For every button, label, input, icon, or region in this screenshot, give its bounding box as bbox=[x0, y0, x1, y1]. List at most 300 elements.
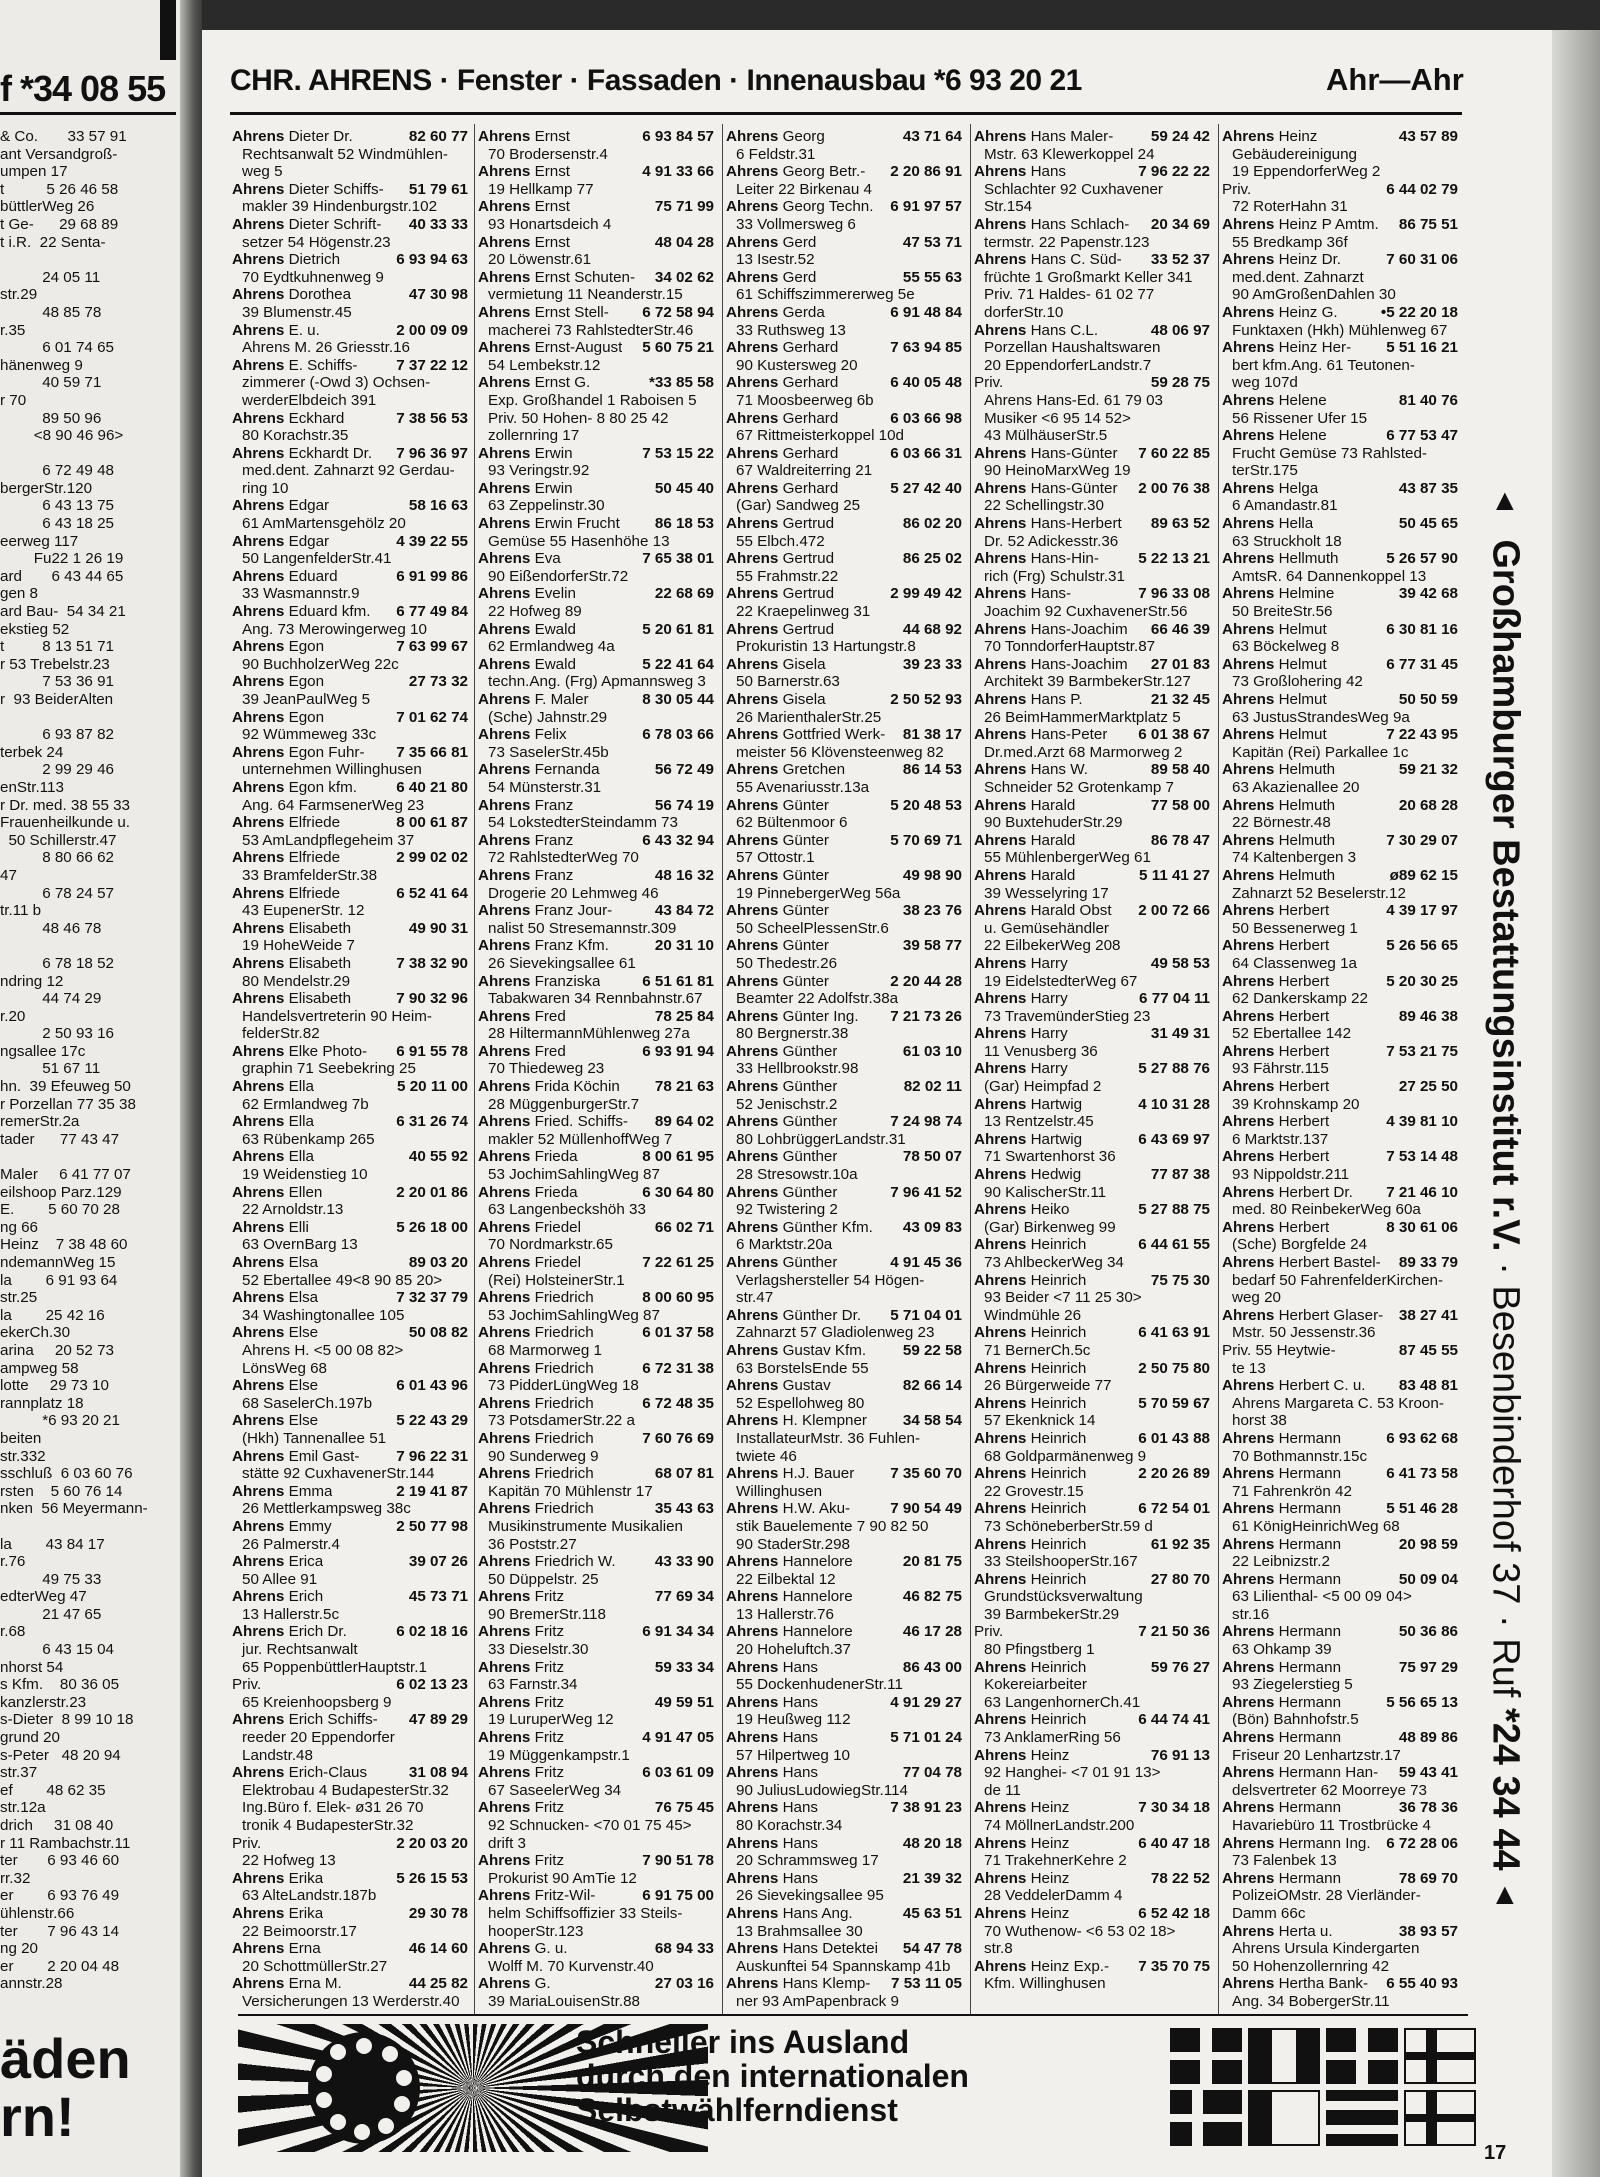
listing-entry bbox=[478, 1113, 714, 1148]
listing-phone-number: 6 01 38 67 bbox=[1138, 726, 1210, 744]
listing-address-line: Windmühle 26 bbox=[984, 1306, 1082, 1324]
listing-name bbox=[974, 1131, 1082, 1149]
listing-surname: Ahrens bbox=[1222, 1377, 1275, 1395]
listing-address-line: 63 BorstelsEnde 55 bbox=[736, 1359, 869, 1377]
listing-entry bbox=[974, 374, 1210, 444]
listing-main-line bbox=[478, 726, 714, 744]
listing-surname: Ahrens bbox=[478, 1078, 531, 1096]
listing-entry bbox=[1222, 1729, 1458, 1764]
listing-name bbox=[232, 445, 372, 463]
listing-address-line: 80 Bergnerstr.38 bbox=[736, 1025, 849, 1043]
page-header-advert: CHR. AHRENS · Fenster · Fassaden · Innenausbau *6 93 20 21 bbox=[230, 64, 1082, 97]
previous-page-ad-line: äden bbox=[0, 2027, 131, 2090]
listing-given-name: Heinz bbox=[1030, 1746, 1070, 1764]
listing-given-name: Hans Klemp- bbox=[782, 1975, 871, 1993]
listing-entry bbox=[726, 1870, 962, 1905]
listing-entry bbox=[478, 515, 714, 550]
listing-entry bbox=[726, 867, 962, 902]
listing-entry bbox=[478, 1764, 714, 1799]
listing-address-line: 61 Schiffszimmererweg 5e bbox=[736, 286, 915, 304]
listing-address-line: 72 RahlstedterWeg 70 bbox=[488, 849, 639, 867]
listing-given-name: Gerhard bbox=[782, 479, 839, 497]
listing-main-line bbox=[974, 1272, 1210, 1290]
listing-main-line bbox=[726, 726, 962, 744]
listing-address-line: hooperStr.123 bbox=[488, 1922, 584, 1940]
listing-phone-number: 50 09 04 bbox=[1398, 1570, 1458, 1588]
listing-main-line bbox=[726, 198, 962, 216]
listing-given-name: Gustav Kfm. bbox=[782, 1341, 867, 1359]
listing-surname: Ahrens bbox=[726, 1183, 779, 1201]
listing-name bbox=[478, 1764, 564, 1782]
listing-given-name: Hella bbox=[1278, 515, 1314, 533]
listing-surname: Ahrens bbox=[1222, 1429, 1275, 1447]
listing-address-line: 39 BarmbekerStr.29 bbox=[984, 1605, 1120, 1623]
listing-given-name: Fritz bbox=[534, 1658, 565, 1676]
listing-phone-number: 47 89 29 bbox=[408, 1711, 468, 1729]
listing-name bbox=[974, 585, 1071, 603]
page-header-range: Ahr—Ahr bbox=[1326, 62, 1464, 97]
listing-name bbox=[1222, 1623, 1341, 1641]
listing-given-name: Hans bbox=[1030, 163, 1067, 181]
listing-phone-number: 8 30 05 44 bbox=[642, 691, 714, 708]
listing-name bbox=[974, 1870, 1069, 1888]
listing-name bbox=[232, 128, 353, 146]
listing-main-line bbox=[726, 1254, 962, 1272]
listing-phone-number: 56 72 49 bbox=[654, 761, 714, 779]
listing-phone-number: 6 78 03 66 bbox=[642, 726, 714, 744]
listing-name bbox=[974, 1395, 1086, 1413]
listing-name bbox=[726, 1184, 837, 1202]
listing-entry bbox=[726, 1148, 962, 1183]
listing-phone-number: 7 35 60 70 bbox=[890, 1465, 962, 1483]
listing-address-line: 93 Ziegelerstieg 5 bbox=[1232, 1676, 1353, 1694]
listing-address-line: 80 LohbrüggerLandstr.31 bbox=[736, 1130, 906, 1148]
listing-name bbox=[232, 1219, 309, 1237]
listing-surname: Ahrens bbox=[232, 1289, 285, 1307]
previous-page-line: rsten 5 60 76 14 bbox=[0, 1482, 123, 1500]
listing-address-line: setzer 54 Högenstr.23 bbox=[242, 233, 391, 251]
listing-main-line bbox=[1222, 1659, 1458, 1677]
listing-surname: Ahrens bbox=[232, 1218, 285, 1236]
listing-address-line: Gebäudereinigung bbox=[1232, 145, 1357, 163]
listing-name bbox=[232, 1975, 342, 1993]
flag-icon bbox=[1326, 2028, 1398, 2084]
listing-surname: Ahrens bbox=[1222, 1113, 1275, 1131]
listing-phone-number: 6 72 58 94 bbox=[642, 303, 714, 321]
listing-surname: Ahrens bbox=[232, 708, 285, 726]
listing-surname: Ahrens bbox=[232, 849, 285, 867]
listing-given-name: Hartwig bbox=[1030, 1095, 1083, 1113]
flag-icon bbox=[1170, 2090, 1242, 2146]
listing-phone-number: 48 04 28 bbox=[654, 233, 714, 251]
listing-phone-number: 5 20 11 00 bbox=[397, 1078, 468, 1096]
listing-given-name: Eduard kfm. bbox=[288, 603, 371, 621]
listing-given-name: Elsa bbox=[288, 1254, 319, 1271]
listing-phone-number: 6 91 34 34 bbox=[642, 1623, 714, 1641]
listing-given-name: Gerhard bbox=[782, 374, 839, 392]
listing-surname: Ahrens bbox=[726, 972, 779, 990]
listing-surname: Ahrens bbox=[726, 1218, 779, 1236]
listing-entry bbox=[478, 1219, 714, 1254]
listing-address-line: 63 Böckelweg 8 bbox=[1232, 638, 1340, 656]
previous-page-line: str.37 bbox=[0, 1764, 38, 1782]
listing-address-line: 90 BuxtehuderStr.29 bbox=[984, 814, 1123, 832]
listing-entry bbox=[232, 322, 468, 357]
listing-given-name: Heinrich bbox=[1030, 1465, 1087, 1483]
listing-name bbox=[726, 1078, 837, 1096]
listing-given-name: Fritz bbox=[534, 1693, 565, 1711]
listing-main-line bbox=[478, 1553, 714, 1571]
listing-name bbox=[726, 234, 816, 252]
listing-given-name: Hermann bbox=[1278, 1869, 1342, 1887]
listing-phone-number: •5 22 20 18 bbox=[1380, 303, 1458, 321]
listing-phone-number: 5 27 88 75 bbox=[1138, 1201, 1210, 1219]
listing-surname: Ahrens bbox=[974, 1957, 1027, 1975]
listing-main-line bbox=[1222, 392, 1458, 410]
listing-given-name: Heinz P Amtm. bbox=[1278, 215, 1379, 233]
listing-name bbox=[478, 374, 590, 392]
previous-page-header: f *34 08 55 bbox=[0, 68, 166, 109]
listing-main-line bbox=[974, 374, 1210, 392]
listing-given-name: Hermann bbox=[1278, 1693, 1342, 1711]
listing-entry bbox=[1222, 1008, 1458, 1043]
listing-name bbox=[726, 1043, 837, 1061]
listing-entry bbox=[974, 1747, 1210, 1800]
listing-main-line bbox=[478, 1940, 714, 1958]
listing-entry bbox=[1222, 181, 1458, 216]
listing-given-name: Friedel bbox=[534, 1218, 581, 1236]
listing-main-line bbox=[478, 902, 714, 920]
listing-entry bbox=[1222, 1870, 1458, 1923]
listing-main-line bbox=[232, 955, 468, 973]
listing-main-line bbox=[726, 1377, 962, 1395]
side-ad-text bbox=[1484, 539, 1527, 1870]
listing-name bbox=[232, 1553, 323, 1571]
listing-address-line: 62 Ermlandweg 7b bbox=[242, 1095, 369, 1113]
listing-phone-number: 47 53 71 bbox=[902, 233, 962, 251]
listing-main-line bbox=[726, 550, 962, 568]
listing-main-line bbox=[726, 1694, 962, 1712]
listing-main-line bbox=[726, 1500, 962, 1518]
listing-name bbox=[974, 1711, 1086, 1729]
listing-main-line bbox=[478, 1360, 714, 1378]
listing-address-line: jur. Rechtsanwalt bbox=[242, 1641, 358, 1659]
listing-entry bbox=[478, 1289, 714, 1324]
listing-address-line: 33 Wasmannstr.9 bbox=[242, 585, 360, 603]
listing-main-line bbox=[974, 585, 1210, 603]
listing-address-line: Elektrobau 4 BudapesterStr.32 bbox=[242, 1781, 449, 1799]
listing-entry bbox=[726, 1623, 962, 1658]
previous-page-line: r.76 bbox=[0, 1553, 26, 1571]
listing-name bbox=[478, 550, 561, 568]
listing-surname: Ahrens bbox=[974, 215, 1027, 233]
listing-main-line bbox=[232, 533, 468, 551]
listing-entry bbox=[478, 1553, 714, 1588]
listing-phone-number: 6 93 91 94 bbox=[642, 1042, 714, 1060]
previous-page-line: la 25 42 16 bbox=[0, 1306, 105, 1324]
listing-phone-number: 6 40 21 80 bbox=[396, 778, 468, 796]
listing-name bbox=[974, 445, 1118, 463]
listing-column-1 bbox=[232, 128, 468, 2011]
listing-address-line: 53 JochimSahlingWeg 87 bbox=[488, 1306, 660, 1324]
listing-main-line bbox=[726, 1870, 962, 1888]
listing-address-line: 50 Hohenzollernring 42 bbox=[1232, 1957, 1390, 1975]
listing-given-name: Harald bbox=[1030, 796, 1076, 814]
listing-given-name: Hans Detektei bbox=[782, 1940, 878, 1958]
listing-main-line bbox=[232, 849, 468, 867]
listing-address-line: 63 Zeppelinstr.30 bbox=[488, 497, 605, 515]
listing-main-line bbox=[232, 673, 468, 691]
listing-name bbox=[478, 445, 573, 463]
listing-phone-number: 6 01 43 88 bbox=[1138, 1429, 1210, 1447]
listing-phone-number: 87 45 55 bbox=[1398, 1341, 1458, 1359]
listing-name bbox=[232, 251, 340, 269]
listing-phone-number: 58 16 63 bbox=[408, 497, 468, 515]
previous-page-line: t i.R. 22 Senta- bbox=[0, 233, 106, 251]
listing-given-name: Fred bbox=[534, 1007, 566, 1025]
listing-surname: Ahrens bbox=[478, 1359, 531, 1377]
listing-given-name: Heinz bbox=[1278, 128, 1318, 145]
listing-entry bbox=[478, 797, 714, 832]
listing-address-line: Str.154 bbox=[984, 198, 1033, 216]
listing-main-line bbox=[974, 1025, 1210, 1043]
listing-main-line bbox=[974, 1623, 1210, 1641]
listing-address-line: 19 PinnebergerWeg 56a bbox=[736, 884, 901, 902]
listing-name bbox=[232, 216, 381, 234]
listing-address-line: 28 Stresowstr.10a bbox=[736, 1166, 858, 1184]
listing-main-line bbox=[974, 691, 1210, 709]
listing-given-name: Günter bbox=[782, 831, 829, 849]
listing-name bbox=[1222, 1729, 1341, 1747]
listing-surname: Ahrens bbox=[232, 321, 285, 339]
listing-phone-number: 89 33 79 bbox=[1398, 1254, 1458, 1271]
listing-surname: Ahrens bbox=[1222, 691, 1275, 708]
listing-entry bbox=[974, 1799, 1210, 1834]
listing-surname: Ahrens bbox=[726, 1465, 779, 1483]
listing-surname: Ahrens bbox=[974, 1060, 1027, 1078]
listing-main-line bbox=[726, 585, 962, 603]
listing-entry bbox=[726, 1219, 962, 1254]
listing-given-name: Friedrich bbox=[534, 1429, 594, 1447]
listing-main-line bbox=[974, 1360, 1210, 1378]
listing-surname: Ahrens bbox=[478, 796, 531, 814]
listing-address-line: 33 Hellbrookstr.98 bbox=[736, 1060, 859, 1078]
listing-address-line: 19 Weidenstieg 10 bbox=[242, 1166, 368, 1184]
listing-given-name: Fernanda bbox=[534, 761, 600, 779]
listing-address-line: 19 Heußweg 112 bbox=[736, 1711, 851, 1729]
listing-surname: Ahrens bbox=[1222, 902, 1275, 920]
listing-entry bbox=[726, 726, 962, 761]
listing-surname: Ahrens bbox=[726, 1764, 779, 1782]
listing-address-line: 28 MüggenburgerStr.7 bbox=[488, 1095, 640, 1113]
spine-marker bbox=[160, 0, 176, 60]
listing-entry bbox=[478, 937, 714, 972]
previous-page-line: r 93 BeiderAlten bbox=[0, 691, 114, 708]
flag-icon bbox=[1248, 2028, 1320, 2084]
listing-surname: Ahrens bbox=[726, 339, 779, 357]
listing-phone-number: 22 68 69 bbox=[654, 585, 714, 603]
listing-main-line bbox=[726, 234, 962, 252]
listing-given-name: Ernst Stell- bbox=[534, 303, 609, 321]
listing-given-name: Günter bbox=[782, 937, 829, 955]
listing-address-line: 50 BreiteStr.56 bbox=[1232, 603, 1333, 621]
listing-given-name: Herbert Bastel- bbox=[1278, 1254, 1381, 1271]
listing-given-name: Heinz bbox=[1030, 1834, 1070, 1852]
listing-surname: Ahrens bbox=[974, 1904, 1027, 1922]
listing-phone-number: 4 10 31 28 bbox=[1138, 1095, 1210, 1113]
listing-address-line: Schneider 52 Grotenkamp 7 bbox=[984, 778, 1174, 796]
listing-entry bbox=[974, 761, 1210, 796]
listing-main-line bbox=[1222, 1254, 1458, 1272]
listing-given-name: Heinrich bbox=[1030, 1236, 1087, 1254]
listing-address-line: 57 Ottostr.1 bbox=[736, 849, 815, 867]
listing-address-line: 22 Eilbektal 12 bbox=[736, 1570, 836, 1588]
listing-surname: Ahrens bbox=[478, 866, 531, 884]
listing-surname: Ahrens bbox=[726, 374, 779, 392]
listing-address-line: dorferStr.10 bbox=[984, 303, 1064, 321]
listing-surname: Ahrens bbox=[974, 1465, 1027, 1483]
listing-main-line bbox=[232, 251, 468, 269]
listing-main-line bbox=[974, 867, 1210, 885]
listing-name bbox=[974, 128, 1113, 146]
listing-given-name: Helmut bbox=[1278, 655, 1327, 673]
listing-entry bbox=[726, 1008, 962, 1043]
listing-surname: Ahrens bbox=[232, 1254, 285, 1271]
listing-entry bbox=[974, 322, 1210, 375]
listing-phone-number: 6 77 04 11 bbox=[1139, 990, 1210, 1008]
listing-address-line: Auskunftei 54 Spannskamp 41b bbox=[736, 1957, 951, 1975]
listing-address-line: stik Bauelemente 7 90 82 50 bbox=[736, 1517, 929, 1535]
listing-name bbox=[232, 1940, 321, 1958]
listing-given-name: Günther bbox=[782, 1078, 838, 1096]
listing-entry bbox=[1222, 1536, 1458, 1571]
listing-entry bbox=[974, 1360, 1210, 1395]
listing-given-name: Erwin bbox=[534, 479, 573, 497]
listing-surname: Ahrens bbox=[232, 1940, 285, 1958]
listing-surname: Ahrens bbox=[478, 1693, 531, 1711]
listing-entry bbox=[1222, 1465, 1458, 1500]
listing-given-name: Herbert Glaser- bbox=[1278, 1306, 1384, 1324]
listing-given-name: Harry bbox=[1030, 990, 1068, 1008]
listing-name bbox=[974, 1096, 1082, 1114]
listing-given-name: Gisela bbox=[782, 691, 826, 708]
listing-main-line bbox=[974, 1835, 1210, 1853]
previous-page-line: 48 85 78 bbox=[0, 303, 102, 321]
listing-address-line: 13 Isestr.52 bbox=[736, 251, 815, 269]
listing-given-name: Heinrich bbox=[1030, 1500, 1087, 1518]
listing-entry bbox=[232, 990, 468, 1043]
listing-surname: Ahrens bbox=[478, 1324, 531, 1342]
listing-entry bbox=[232, 181, 468, 216]
listing-given-name: Herta u. bbox=[1278, 1922, 1333, 1940]
listing-main-line bbox=[974, 1465, 1210, 1483]
listing-given-name: Harry bbox=[1030, 954, 1068, 972]
listing-entry bbox=[478, 691, 714, 726]
listing-surname: Ahrens bbox=[478, 1148, 531, 1166]
listing-phone-number: 86 14 53 bbox=[902, 761, 962, 779]
listing-given-name: Harald bbox=[1030, 831, 1076, 849]
listing-address-line: 26 Sievekingsallee 95 bbox=[736, 1887, 884, 1905]
listing-main-line bbox=[726, 128, 962, 146]
flag-icon bbox=[1326, 2090, 1398, 2146]
listing-name bbox=[974, 216, 1129, 234]
listing-entry bbox=[726, 1799, 962, 1834]
listing-name bbox=[232, 1113, 314, 1131]
listing-phone-number: 86 78 47 bbox=[1150, 831, 1210, 849]
listing-phone-number: 59 21 32 bbox=[1398, 761, 1458, 779]
listing-address-line: Havariebüro 11 Trostbrücke 4 bbox=[1232, 1817, 1431, 1834]
listing-given-name: Georg bbox=[782, 128, 825, 145]
listing-entry bbox=[1222, 1184, 1458, 1219]
listing-phone-number: 31 49 31 bbox=[1150, 1025, 1210, 1043]
listing-entry bbox=[478, 234, 714, 269]
listing-entry bbox=[1222, 1307, 1458, 1342]
listing-given-name: Hellmuth bbox=[1278, 550, 1339, 568]
listing-entry bbox=[974, 1060, 1210, 1095]
listing-name bbox=[232, 181, 384, 199]
listing-surname: Ahrens bbox=[478, 550, 531, 568]
listing-given-name: Georg Betr.- bbox=[782, 163, 866, 181]
listing-surname: Ahrens bbox=[974, 866, 1027, 884]
previous-page-line: ant Versandgroß- bbox=[0, 145, 118, 163]
listing-name bbox=[726, 1764, 818, 1782]
listing-phone-number: 81 38 17 bbox=[902, 726, 962, 744]
previous-page-line: t 8 13 51 71 bbox=[0, 638, 114, 656]
listing-phone-number: 6 43 32 94 bbox=[642, 831, 714, 849]
listing-entry bbox=[478, 902, 714, 937]
listing-phone-number: 86 02 20 bbox=[902, 515, 962, 533]
listing-address-line: 33 Vollmersweg 6 bbox=[736, 215, 856, 233]
listing-given-name: Else bbox=[288, 1377, 319, 1395]
listing-given-name: Hans bbox=[782, 1799, 819, 1817]
listing-address-line: str.8 bbox=[984, 1940, 1013, 1958]
listing-entry bbox=[974, 1870, 1210, 1905]
listing-main-line bbox=[232, 709, 468, 727]
listing-given-name: Eckhardt Dr. bbox=[288, 444, 373, 462]
listing-entry bbox=[232, 1711, 468, 1764]
listing-name bbox=[232, 814, 340, 832]
listing-entry bbox=[478, 761, 714, 796]
listing-given-name: Hermann Han- bbox=[1278, 1764, 1379, 1782]
listing-address-line: 28 HiltermannMühlenweg 27a bbox=[488, 1025, 690, 1043]
listing-main-line bbox=[974, 480, 1210, 498]
listing-surname: Ahrens bbox=[478, 339, 531, 357]
listing-entry bbox=[726, 198, 962, 233]
listing-entry bbox=[974, 1958, 1210, 1993]
flag-icon bbox=[1170, 2028, 1242, 2084]
listing-address-line: 90 EißendorferStr.72 bbox=[488, 567, 629, 585]
listing-address-line: 71 Swartenhorst 36 bbox=[984, 1148, 1116, 1166]
listing-given-name: Ernst bbox=[534, 163, 571, 181]
listing-name bbox=[478, 1008, 566, 1026]
listing-address-line: InstallateurMstr. 36 Fuhlen- bbox=[736, 1429, 921, 1447]
previous-page-line: Heinz 7 38 48 60 bbox=[0, 1236, 128, 1254]
listing-surname: Ahrens bbox=[232, 1042, 285, 1060]
listing-given-name: Georg Techn. bbox=[782, 198, 874, 216]
listing-phone-number: 78 25 84 bbox=[654, 1007, 714, 1025]
listing-address-line: 13 Rentzelstr.45 bbox=[984, 1113, 1094, 1131]
listing-phone-number: 7 38 91 23 bbox=[890, 1799, 962, 1817]
listing-address-line: 54 Münsterstr.31 bbox=[488, 778, 602, 796]
listing-main-line bbox=[1222, 515, 1458, 533]
listing-surname: Ahrens bbox=[726, 233, 779, 251]
listing-surname: Ahrens bbox=[1222, 339, 1275, 357]
listing-entry bbox=[232, 638, 468, 673]
listing-entry bbox=[1222, 1835, 1458, 1870]
listing-entry bbox=[726, 585, 962, 620]
listing-name bbox=[726, 550, 834, 568]
listing-phone-number: 6 31 26 74 bbox=[396, 1113, 468, 1131]
